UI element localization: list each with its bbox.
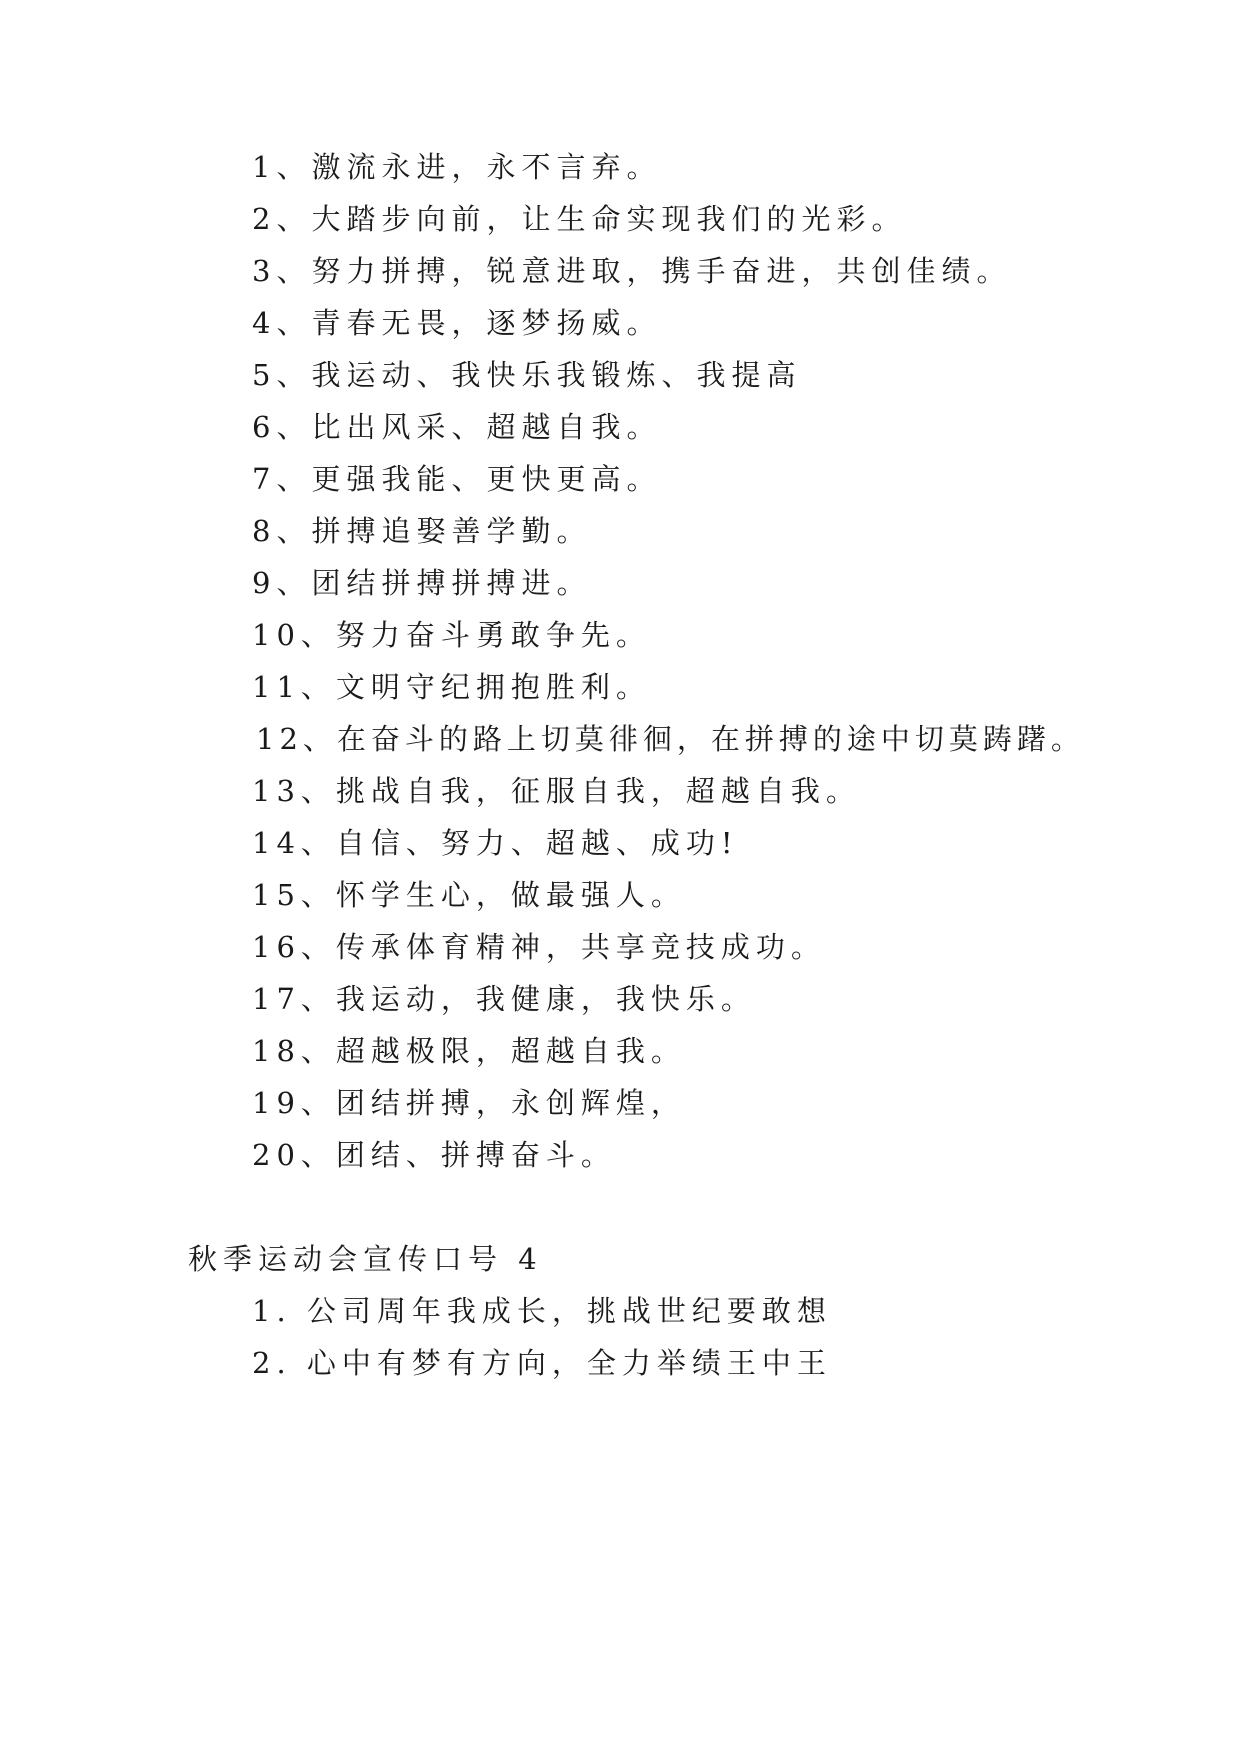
slogan-item-14: 14、自信、努力、超越、成功! (252, 826, 739, 860)
slogan-item-20: 20、团结、拼搏奋斗。 (252, 1138, 616, 1172)
slogan-item-13: 13、挑战自我，征服自我，超越自我。 (252, 774, 861, 808)
slogan-item-8: 8、拼搏追娶善学勤。 (252, 514, 592, 548)
slogan-item-15: 15、怀学生心，做最强人。 (252, 878, 686, 912)
slogan-item-9: 9、团结拼搏拼搏进。 (252, 566, 592, 600)
slogan-item-11: 11、文明守纪拥抱胜利。 (252, 670, 651, 704)
slogan-item-18: 18、超越极限，超越自我。 (252, 1034, 686, 1068)
slogan-item-4: 4、青春无畏，逐梦扬威。 (252, 306, 662, 340)
company-slogan-2: 2. 心中有梦有方向，全力举绩王中王 (252, 1346, 832, 1380)
slogan-item-3: 3、努力拼搏，锐意进取，携手奋进，共创佳绩。 (252, 254, 1012, 288)
slogan-item-12: 12、在奋斗的路上切莫徘徊，在拼搏的途中切莫踌躇。 (256, 722, 1085, 756)
slogan-item-16: 16、传承体育精神，共享竞技成功。 (252, 930, 826, 964)
company-slogan-1: 1. 公司周年我成长，挑战世纪要敢想 (252, 1294, 832, 1328)
slogan-item-6: 6、比出风采、超越自我。 (252, 410, 662, 444)
slogan-item-5: 5、我运动、我快乐我锻炼、我提高 (252, 358, 802, 392)
section-heading: 秋季运动会宣传口号 4 (188, 1242, 543, 1276)
slogan-item-17: 17、我运动，我健康，我快乐。 (252, 982, 756, 1016)
slogan-item-19: 19、团结拼搏，永创辉煌， (252, 1086, 686, 1120)
slogan-item-1: 1、激流永进，永不言弃。 (252, 150, 662, 184)
slogan-item-10: 10、努力奋斗勇敢争先。 (252, 618, 651, 652)
slogan-item-2: 2、大踏步向前，让生命实现我们的光彩。 (252, 202, 907, 236)
slogan-item-7: 7、更强我能、更快更高。 (252, 462, 662, 496)
